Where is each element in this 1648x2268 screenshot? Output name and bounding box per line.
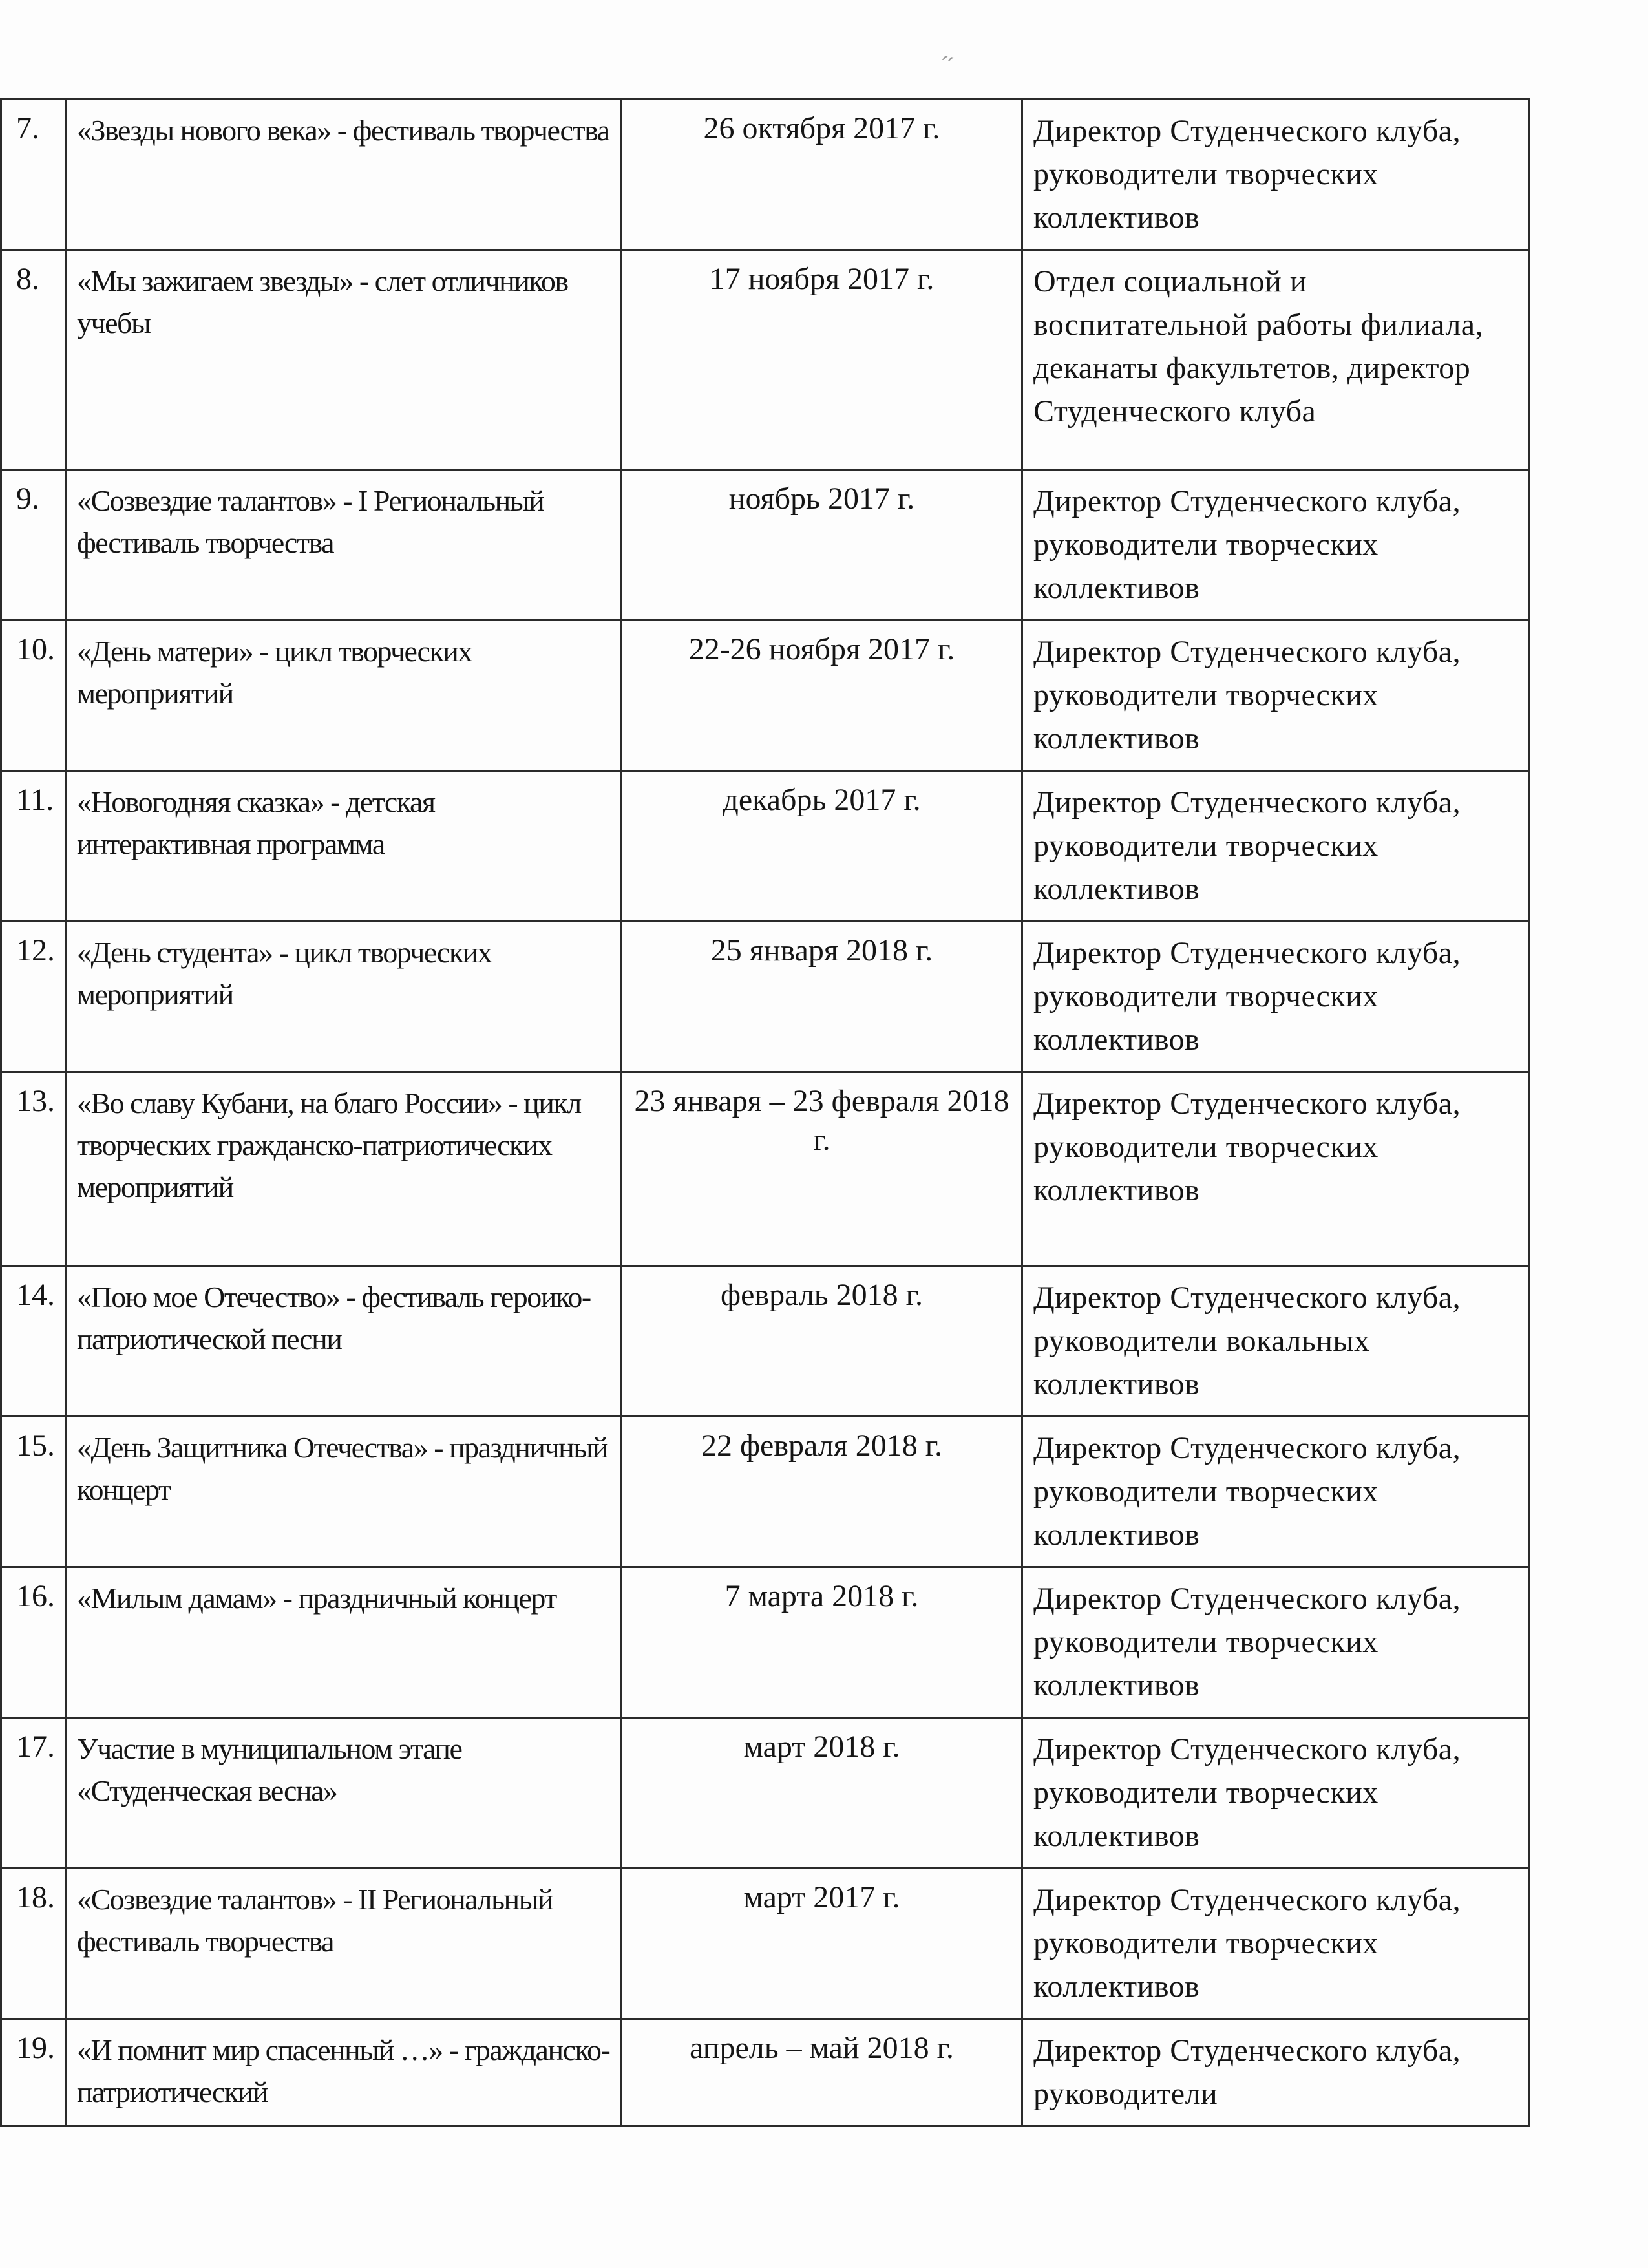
table-row (1, 771, 1530, 922)
table-row (1, 1072, 1530, 1266)
event-responsible: Директор Студенческого клуба, руководители творческих коллективов (1022, 1718, 1530, 1869)
row-number: 15. (1, 1417, 66, 1567)
event-responsible: Директор Студенческого клуба, руководители творческих коллективов (1022, 922, 1530, 1072)
table-row (1, 620, 1530, 771)
table-row (1, 922, 1530, 1072)
event-title: «День Защитника Отечества» - праздничный концерт (66, 1417, 622, 1567)
event-date: 22-26 ноября 2017 г. (622, 620, 1022, 771)
row-number: 12. (1, 922, 66, 1072)
row-number: 19. (1, 2019, 66, 2126)
event-responsible: Директор Студенческого клуба, руководители творческих коллективов (1022, 1567, 1530, 1718)
row-number: 14. (1, 1266, 66, 1417)
row-number: 8. (1, 250, 66, 470)
event-title: «День матери» - цикл творческих мероприятий (66, 620, 622, 771)
row-number: 18. (1, 1869, 66, 2019)
table-row (1, 1567, 1530, 1718)
event-responsible: Директор Студенческого клуба, руководители творческих коллективов (1022, 620, 1530, 771)
table-row (1, 2019, 1530, 2126)
event-responsible: Директор Студенческого клуба, руководители творческих коллективов (1022, 771, 1530, 922)
event-date: 7 марта 2018 г. (622, 1567, 1022, 1718)
row-number: 11. (1, 771, 66, 922)
event-responsible: Директор Студенческого клуба, руководители творческих коллективов (1022, 1869, 1530, 2019)
event-responsible: Директор Студенческого клуба, руководители творческих коллективов (1022, 1072, 1530, 1266)
event-responsible: Директор Студенческого клуба, руководители творческих коллективов (1022, 470, 1530, 620)
event-responsible: Директор Студенческого клуба, руководители вокальных коллективов (1022, 1266, 1530, 1417)
event-title: «Пою мое Отечество» - фестиваль героико-патриотической песни (66, 1266, 622, 1417)
row-number: 7. (1, 100, 66, 250)
row-number: 16. (1, 1567, 66, 1718)
event-title: Участие в муниципальном этапе «Студенческая весна» (66, 1718, 622, 1869)
events-table (0, 98, 1530, 2127)
event-title: «Мы зажигаем звезды» - слет отличников учебы (66, 250, 622, 470)
event-date: 23 января – 23 февраля 2018 г. (622, 1072, 1022, 1266)
event-title: «День студента» - цикл творческих мероприятий (66, 922, 622, 1072)
table-row (1, 250, 1530, 470)
table-row (1, 1266, 1530, 1417)
scan-mark: ′′ (937, 50, 955, 83)
event-date: 22 февраля 2018 г. (622, 1417, 1022, 1567)
event-date: апрель – май 2018 г. (622, 2019, 1022, 2126)
event-title: «Созвездие талантов» - II Региональный фестиваль творчества (66, 1869, 622, 2019)
event-date: март 2017 г. (622, 1869, 1022, 2019)
event-title: «Звезды нового века» - фестиваль творчества (66, 100, 622, 250)
event-title: «Новогодняя сказка» - детская интерактивная программа (66, 771, 622, 922)
events-table-body (1, 100, 1530, 2126)
table-row (1, 1869, 1530, 2019)
table-row (1, 100, 1530, 250)
event-responsible: Директор Студенческого клуба, руководители творческих коллективов (1022, 100, 1530, 250)
event-title: «Созвездие талантов» - I Региональный фестиваль творчества (66, 470, 622, 620)
event-date: ноябрь 2017 г. (622, 470, 1022, 620)
table-row (1, 470, 1530, 620)
row-number: 17. (1, 1718, 66, 1869)
event-date: 17 ноября 2017 г. (622, 250, 1022, 470)
event-responsible: Отдел социальной и воспитательной работы филиала, деканаты факультетов, директор Студенческого клуба (1022, 250, 1530, 470)
event-title: «Во славу Кубани, на благо России» - цикл творческих гражданско-патриотических мероприятий (66, 1072, 622, 1266)
event-date: 26 октября 2017 г. (622, 100, 1022, 250)
event-date: декабрь 2017 г. (622, 771, 1022, 922)
row-number: 10. (1, 620, 66, 771)
row-number: 13. (1, 1072, 66, 1266)
event-responsible: Директор Студенческого клуба, руководители (1022, 2019, 1530, 2126)
event-title: «И помнит мир спасенный …» - гражданско-патриотический (66, 2019, 622, 2126)
event-date: февраль 2018 г. (622, 1266, 1022, 1417)
event-date: 25 января 2018 г. (622, 922, 1022, 1072)
table-row (1, 1417, 1530, 1567)
table-row (1, 1718, 1530, 1869)
event-date: март 2018 г. (622, 1718, 1022, 1869)
row-number: 9. (1, 470, 66, 620)
event-responsible: Директор Студенческого клуба, руководители творческих коллективов (1022, 1417, 1530, 1567)
event-title: «Милым дамам» - праздничный концерт (66, 1567, 622, 1718)
